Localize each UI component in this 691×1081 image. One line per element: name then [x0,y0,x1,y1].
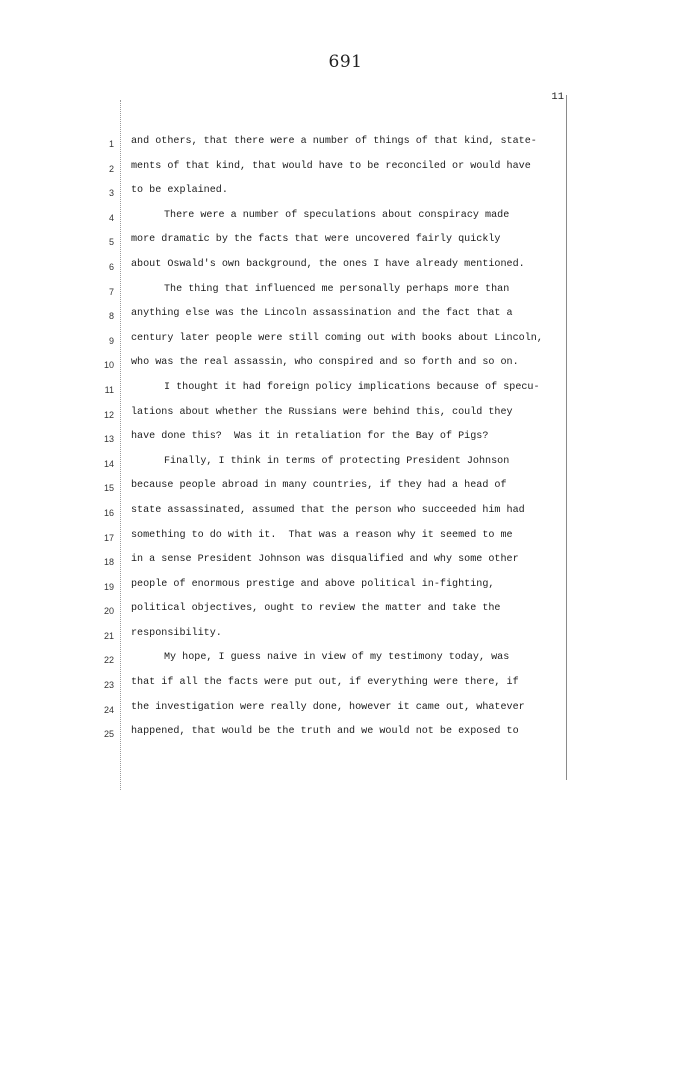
transcript-line [0,699,691,724]
line-text: something to do with it. That was a reason why it seemed to me [131,529,513,541]
line-number: 9 [108,335,114,346]
line-text: that if all the facts were put out, if everything were there, if [131,677,519,689]
line-text: anything else was the Lincoln assassination and the fact that a [131,308,513,320]
line-text: happened, that would be the truth and we would not be exposed to [131,726,519,738]
line-text: people of enormous prestige and above political in-fighting, [131,578,495,590]
line-number: 16 [103,507,114,518]
page-number: 691 [328,52,363,72]
transcript-line [0,674,691,699]
transcript-line [0,158,691,183]
transcript-line [0,502,691,527]
line-number: 7 [108,286,114,297]
line-text: My hope, I guess naive in view of my testimony today, was [164,652,510,664]
line-number: 23 [103,680,114,691]
transcript-line [0,551,691,576]
line-text: There were a number of speculations about conspiracy made [164,209,510,221]
line-text: in a sense President Johnson was disqualified and why some other [131,554,519,566]
transcript-line [0,527,691,552]
transcript-line [0,281,691,306]
transcript-line [0,600,691,625]
transcript-line [0,404,691,429]
line-number: 13 [103,434,114,445]
transcript-line [0,576,691,601]
transcript-line [0,477,691,502]
line-text: ments of that kind, that would have to be reconciled or would have [131,160,531,172]
line-number: 18 [103,557,114,568]
transcript-line [0,625,691,650]
transcript-line [0,231,691,256]
line-number: 2 [108,163,114,174]
line-number: 17 [103,532,114,543]
transcript-line [0,428,691,453]
line-number: 21 [103,630,114,641]
transcript-line [0,305,691,330]
transcript-line [0,133,691,158]
line-text: century later people were still coming out with books about Lincoln, [131,332,543,344]
line-number: 24 [103,704,114,715]
line-text: who was the real assassin, who conspired and so forth and so on. [131,357,519,369]
line-text: I thought it had foreign policy implications because of specu- [164,381,540,393]
transcript-line [0,453,691,478]
line-number: 15 [103,483,114,494]
transcript-line [0,354,691,379]
line-number: 1 [108,139,114,149]
line-number: 22 [103,655,114,666]
line-text: about Oswald's own background, the ones I have already mentioned. [131,258,525,270]
line-text: more dramatic by the facts that were uncovered fairly quickly [131,234,501,246]
line-text: political objectives, ought to review the matter and take the [131,603,501,615]
transcript-line [0,256,691,281]
line-text: because people abroad in many countries, if they had a head of [131,480,507,492]
line-number: 11 [104,384,114,395]
line-number: 10 [103,360,114,371]
line-number: 14 [103,458,114,469]
line-number: 20 [103,606,114,617]
line-number: 4 [108,212,114,223]
line-number: 25 [103,729,114,740]
line-text: the investigation were really done, however it came out, whatever [131,701,525,713]
line-text: responsibility. [131,627,222,639]
line-text: to be explained. [131,185,228,197]
line-number: 19 [103,581,114,592]
transcript-line [0,649,691,674]
transcript-line [0,182,691,207]
line-text: state assassinated, assumed that the person who succeeded him had [131,504,525,516]
line-number: 12 [103,409,114,420]
transcript-line [0,207,691,232]
line-number: 6 [108,261,114,272]
line-number: 3 [108,188,114,199]
line-text: and others, that there were a number of things of that kind, state- [131,136,537,147]
line-number: 5 [108,237,114,248]
transcript-lines [0,133,691,748]
line-text: lations about whether the Russians were behind this, could they [131,406,513,418]
transcript-line [0,379,691,404]
line-number: 8 [108,311,114,322]
line-text: Finally, I think in terms of protecting President Johnson [164,455,510,467]
sheet-number: 11 [551,91,564,103]
transcript-line [0,723,691,748]
transcript-line [0,330,691,355]
line-text: have done this? Was it in retaliation for the Bay of Pigs? [131,431,489,443]
line-text: The thing that influenced me personally perhaps more than [164,283,510,295]
